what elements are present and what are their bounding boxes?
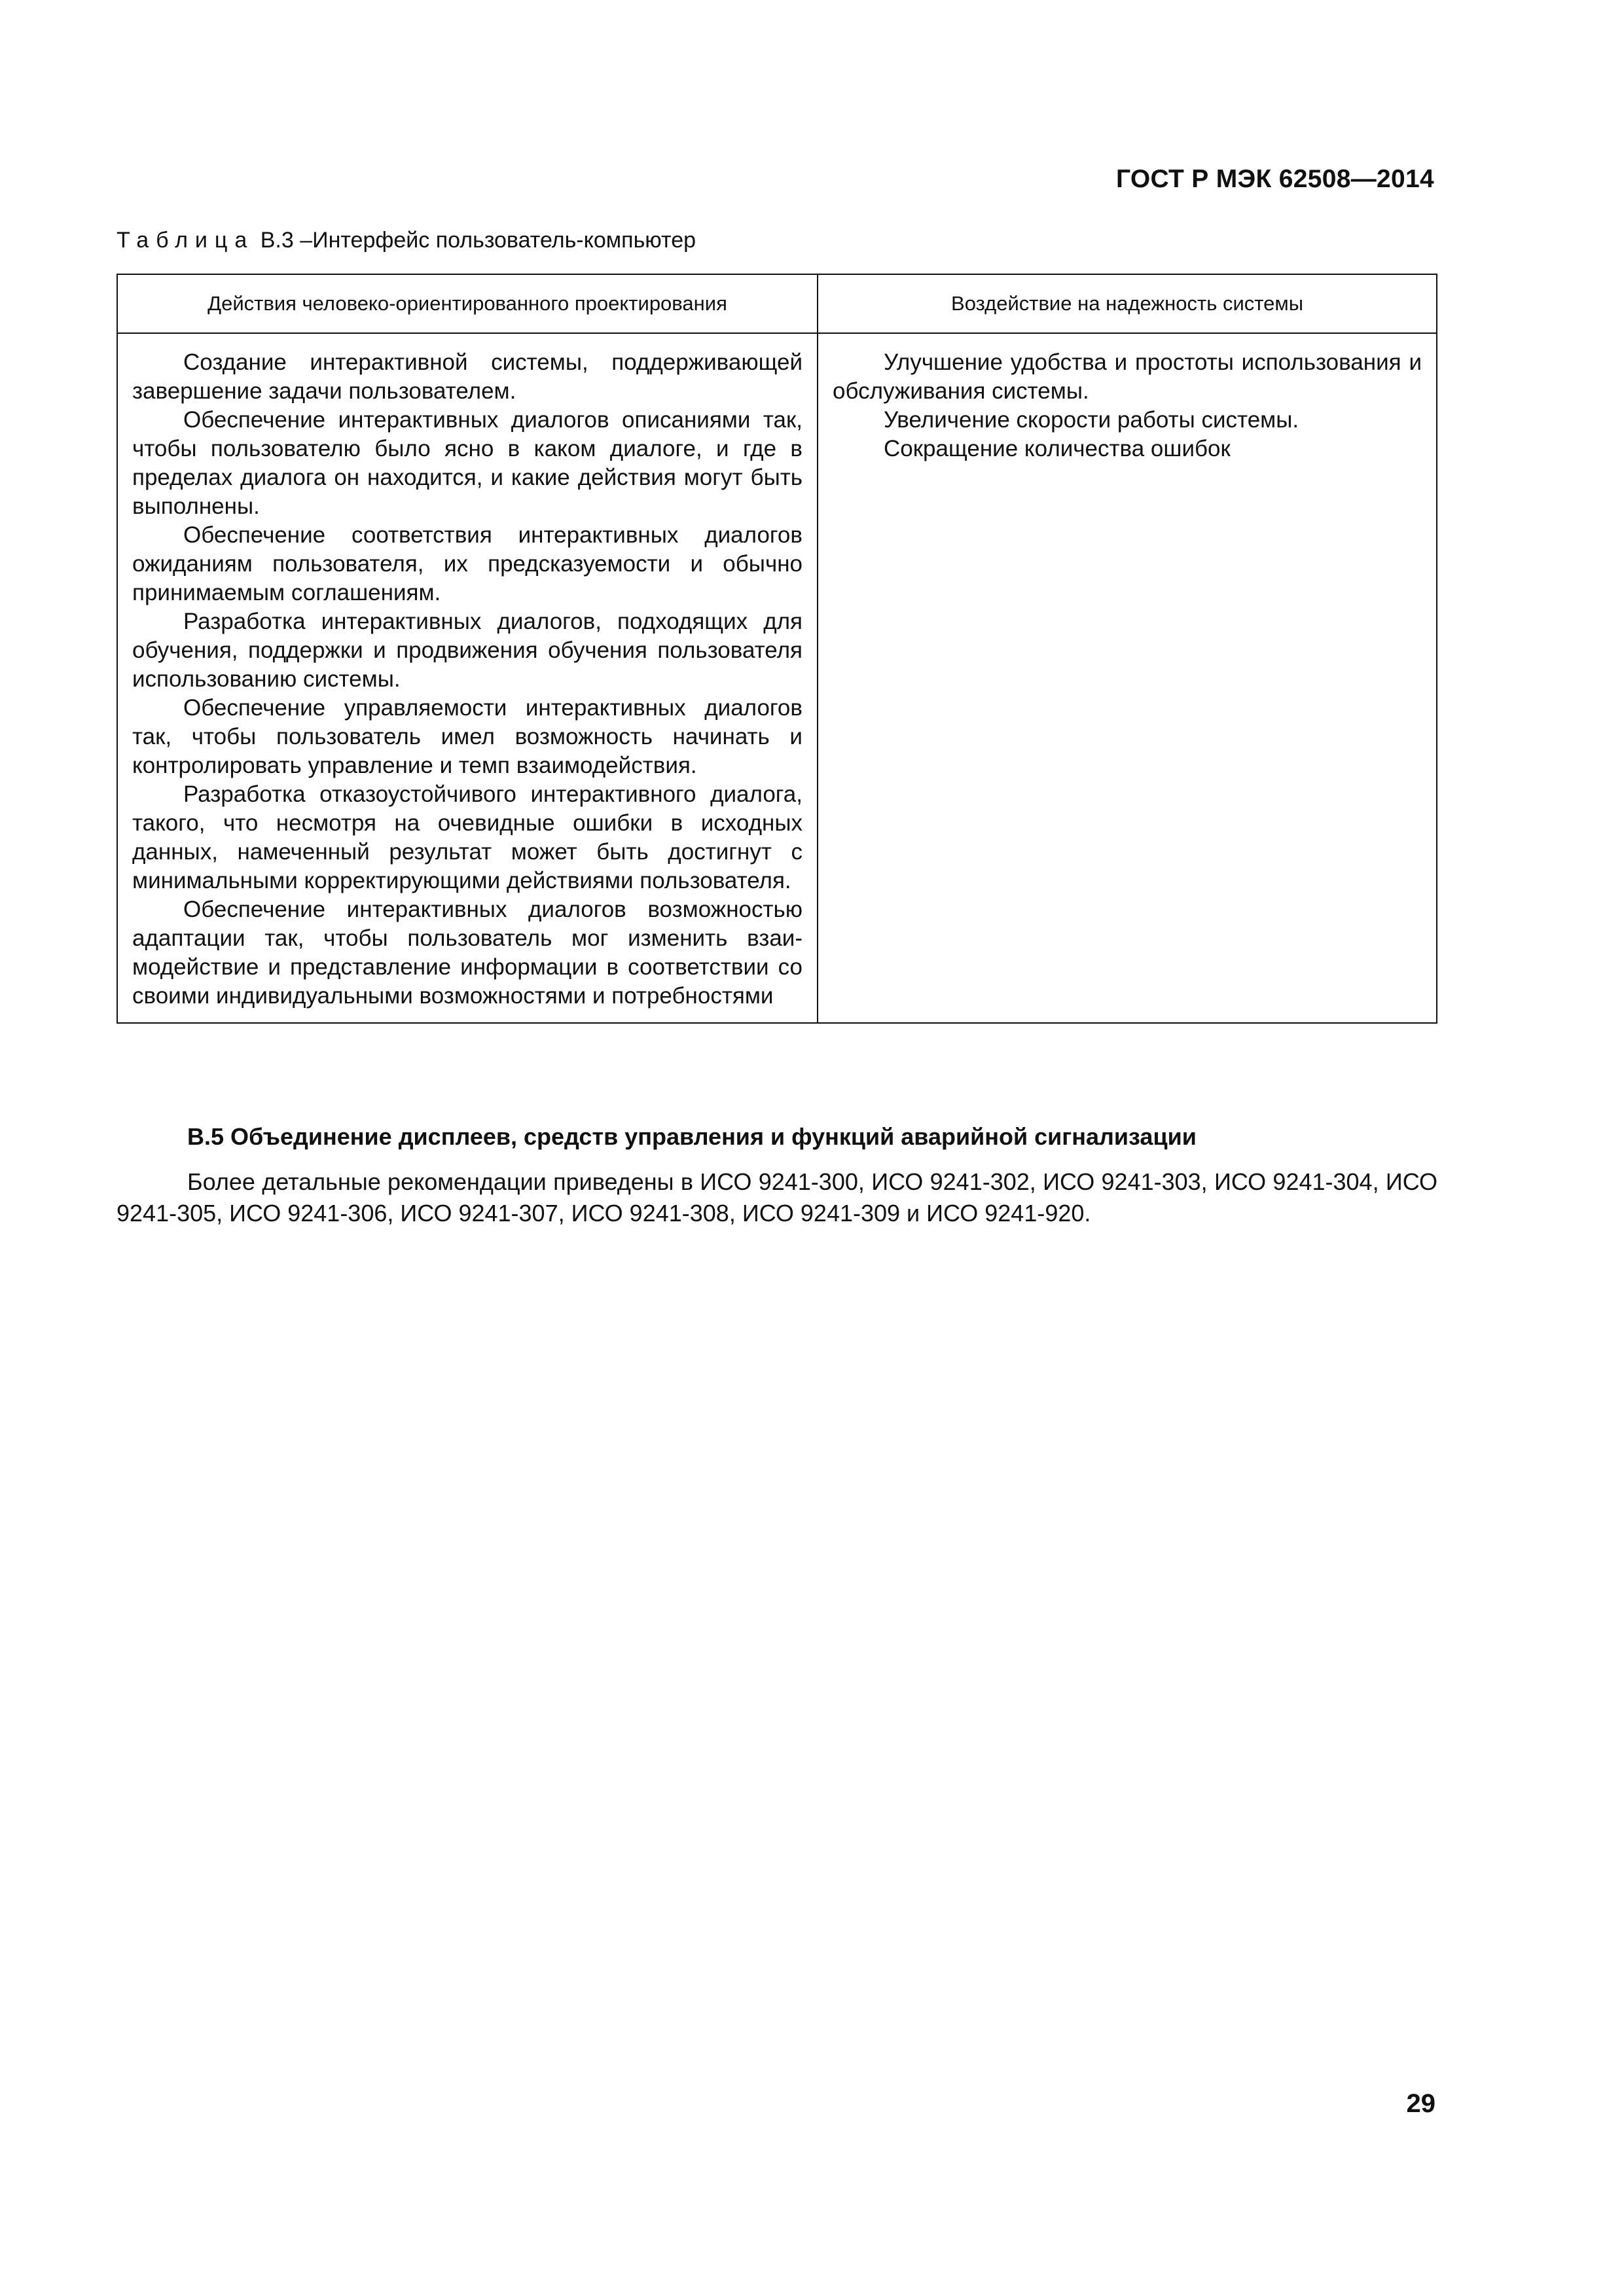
design-action-paragraph: Разработка интерактивных диалогов, подходящих для обучения, поддержки и продвижения обучения пользователя использованию системы. xyxy=(132,609,803,692)
design-action-paragraph: Обеспечение интерактивных диалогов описаниями так, чтобы пользователю было ясно в каком диалоге, и где в пределах диалога он находится, и какие действия могут быть выполнены. xyxy=(132,407,803,519)
section-body: Более детальные рекомендации приведены в ИСО 9241-300, ИСО 9241-302, ИСО 9241-303, ИСО 9241-304, ИСО 9241-305, ИСО 9241-306, ИСО 9241-307, ИСО 9241-308, ИСО 9241-309 и ИСО 9241-920. xyxy=(117,1168,1437,1227)
design-actions-cell xyxy=(117,333,818,1023)
table-caption xyxy=(117,228,696,253)
table-row xyxy=(117,333,1437,1023)
reliability-impact-cell xyxy=(818,333,1437,1023)
section-heading: В.5 Объединение дисплеев, средств управления и функций аварийной сигнализации xyxy=(187,1123,1197,1150)
design-action-paragraph: Разработка отказоустойчивого интерактивного диалога, такого, что несмотря на очевидные ошибки в исходных данных, намеченный результат может быть достигнут с минимальными корректирующими действиями пользователя. xyxy=(132,781,803,893)
design-action-paragraph: Обеспечение управляемости интерактивных диалогов так, чтобы пользователь имел возможность начинать и контролировать управление и темп взаимодействия. xyxy=(132,695,803,778)
table-header-row xyxy=(117,274,1437,333)
impact-paragraph: Увеличение скорости работы системы. xyxy=(884,407,1299,433)
page-number: 29 xyxy=(1406,2089,1435,2118)
design-action-paragraph: Обеспечение соответствия интерактивных диалогов ожиданиям пользователя, их предсказуемости и обычно принимаемым соглашениям. xyxy=(132,522,803,605)
table-caption-text: В.3 –Интерфейс пользователь-компьютер xyxy=(254,228,696,253)
standard-id-header: ГОСТ Р МЭК 62508—2014 xyxy=(1115,165,1434,193)
hci-table xyxy=(117,274,1437,1024)
column-header-reliability-impact: Воздействие на надежность системы xyxy=(818,274,1437,333)
design-action-paragraph: Создание интерактивной системы, поддерживающей завершение задачи пользователем. xyxy=(132,350,803,404)
table-caption-prefix: Таблица xyxy=(117,228,255,253)
column-header-design-actions: Действия человеко-ориентированного проектирования xyxy=(117,274,818,333)
impact-paragraph: Сокращение количества ошибок xyxy=(884,436,1231,461)
impact-paragraph: Улучшение удобства и простоты использования и обслуживания системы. xyxy=(833,350,1422,404)
design-action-paragraph: Обеспечение интерактивных диалогов возможностью адаптации так, чтобы пользователь мог изменить взаимодействие и представление информации в соответствии со своими индивидуальными возможностями и потребностями xyxy=(132,897,803,1009)
